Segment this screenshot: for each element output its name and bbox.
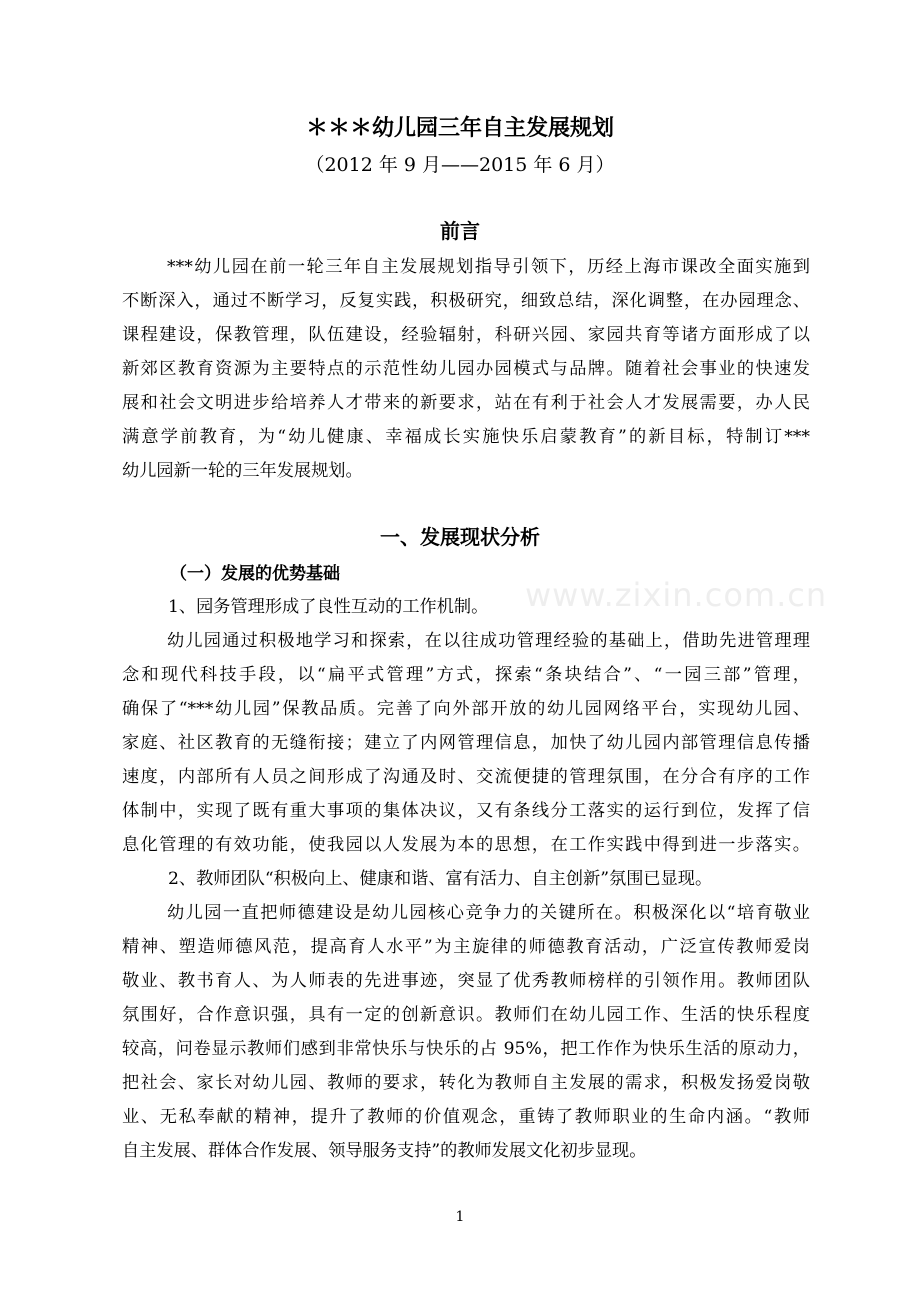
item-title: 1、园务管理形成了良性互动的工作机制。 <box>168 597 489 617</box>
paragraph-line: 确保了“***幼儿园”保教品质。完善了向外部开放的幼儿园网络平台，实现幼儿园、 <box>122 699 810 719</box>
section-subheading: （一）发展的优势基础 <box>170 564 340 584</box>
paragraph-line: 速度，内部所有人员之间形成了沟通及时、交流便捷的管理氛围，在分合有序的工作 <box>122 767 810 787</box>
preface-line: ***幼儿园在前一轮三年自主发展规划指导引领下，历经上海市课改全面实施到 <box>167 257 810 277</box>
paragraph-line: 氛围好，合作意识强，具有一定的创新意识。教师们在幼儿园工作、生活的快乐程度 <box>122 1005 810 1025</box>
paragraph-line: 敬业、教书育人、为人师表的先进事迹，突显了优秀教师榜样的引领作用。教师团队 <box>122 971 810 991</box>
preface-line: 满意学前教育，为“幼儿健康、幸福成长实施快乐启蒙教育”的新目标，特制订*** <box>122 427 810 447</box>
paragraph-line: 把社会、家长对幼儿园、教师的要求，转化为教师自主发展的需求，积极发扬爱岗敬 <box>122 1073 810 1093</box>
item-title: 2、教师团队“积极向上、健康和谐、富有活力、自主创新”氛围已显现。 <box>168 869 713 889</box>
paragraph-line: 精神、塑造师德风范，提高育人水平”为主旋律的师德教育活动，广泛宣传教师爱岗 <box>122 937 810 957</box>
watermark-text: www.zixin.com.cn <box>525 576 828 614</box>
preface-line: 幼儿园新一轮的三年发展规划。 <box>122 461 363 481</box>
paragraph-line: 幼儿园一直把师德建设是幼儿园核心竞争力的关键所在。积极深化以“培育敬业 <box>167 903 810 923</box>
paragraph-line: 家庭、社区教育的无缝衔接；建立了内网管理信息，加快了幼儿园内部管理信息传播 <box>122 733 810 753</box>
paragraph-line: 自主发展、群体合作发展、领导服务支持”的教师发展文化初步显现。 <box>122 1141 647 1161</box>
document-title: ＊＊＊幼儿园三年自主发展规划 <box>305 116 614 141</box>
paragraph-line: 体制中，实现了既有重大事项的集体决议，又有条线分工落实的运行到位，发挥了信 <box>122 801 810 821</box>
paragraph-line: 业、无私奉献的精神，提升了教师的价值观念，重铸了教师职业的生命内涵。“教师 <box>122 1107 810 1127</box>
preface-heading: 前言 <box>440 219 480 243</box>
paragraph-line: 息化管理的有效功能，使我园以人发展为本的思想，在工作实践中得到进一步落实。 <box>122 835 810 855</box>
paragraph-line: 较高，问卷显示教师们感到非常快乐与快乐的占 95%，把工作作为快乐生活的原动力， <box>122 1039 810 1059</box>
section-heading: 一、发展现状分析 <box>380 525 540 549</box>
preface-line: 新郊区教育资源为主要特点的示范性幼儿园办园模式与品牌。随着社会事业的快速发 <box>122 359 810 379</box>
document-subtitle: （2012 年 9 月——2015 年 6 月） <box>305 154 615 176</box>
preface-line: 不断深入，通过不断学习，反复实践，积极研究，细致总结，深化调整，在办园理念、 <box>122 291 810 311</box>
paragraph-line: 念和现代科技手段，以“扁平式管理”方式，探索“条块结合”、“一园三部”管理， <box>122 665 810 685</box>
preface-line: 课程建设，保教管理，队伍建设，经验辐射，科研兴园、家园共育等诸方面形成了以 <box>122 325 810 345</box>
paragraph-line: 幼儿园通过积极地学习和探索，在以往成功管理经验的基础上，借助先进管理理 <box>167 631 810 651</box>
page-number: 1 <box>455 1209 465 1225</box>
preface-line: 展和社会文明进步给培养人才带来的新要求，站在有利于社会人才发展需要，办人民 <box>122 393 810 413</box>
